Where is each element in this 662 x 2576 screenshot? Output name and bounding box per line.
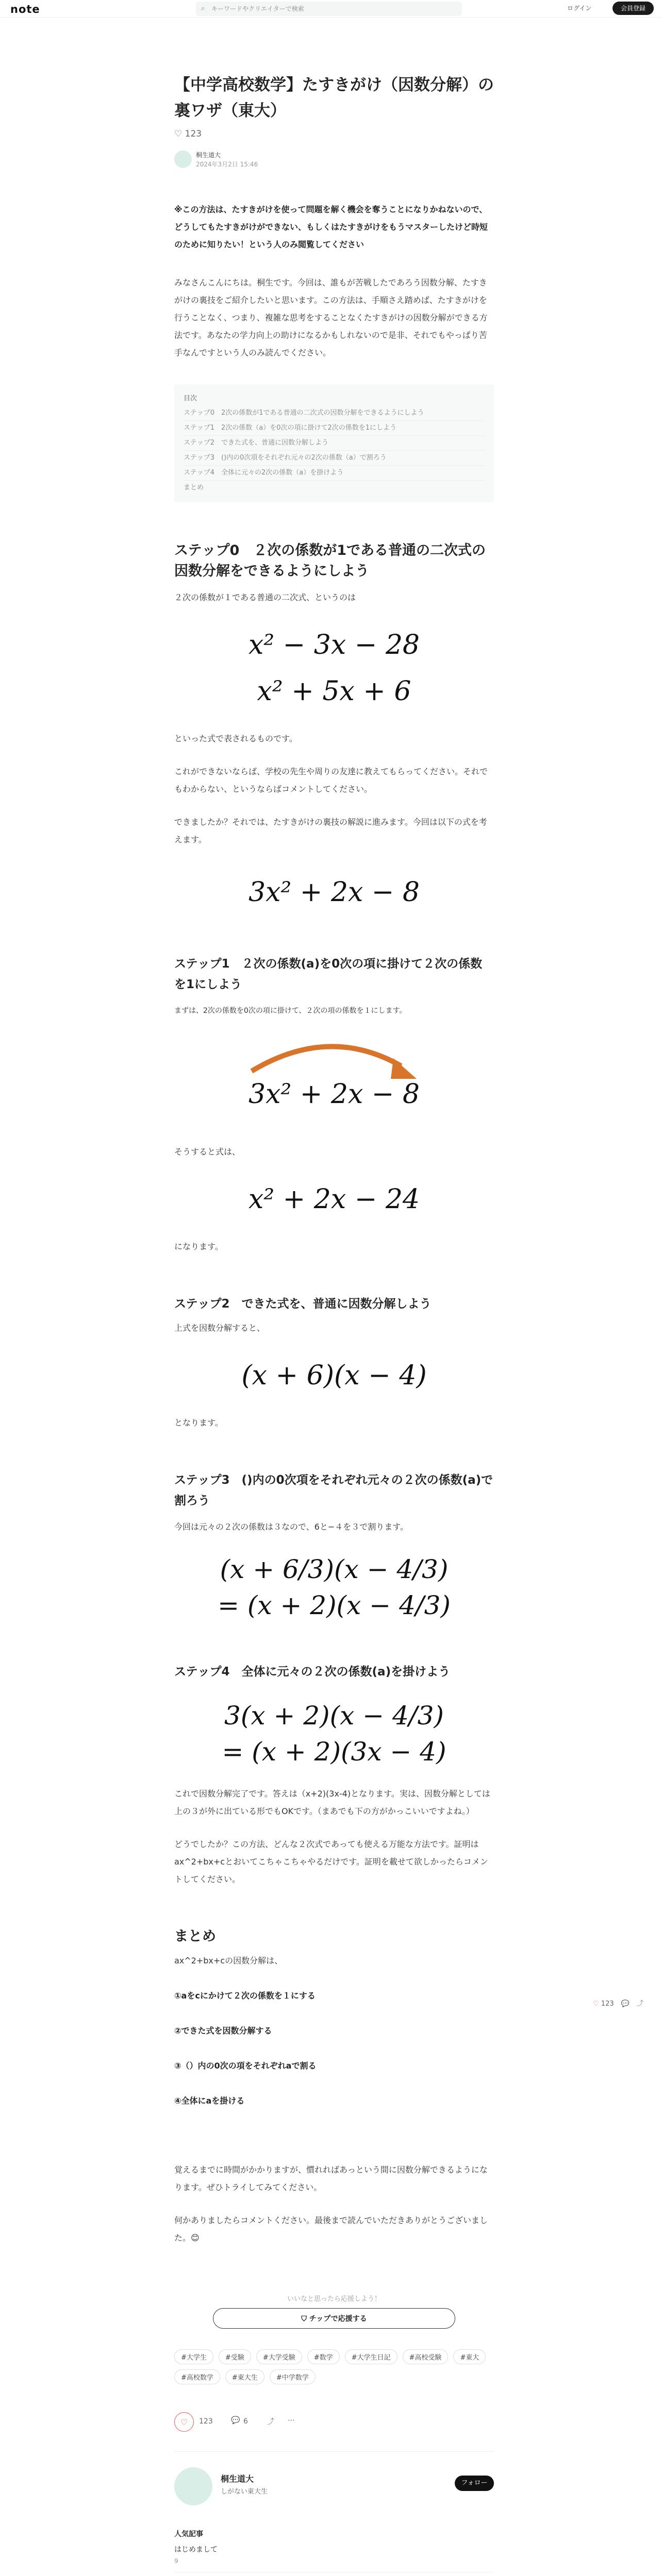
post-date: 2024年3月2日 15:46 <box>196 161 258 168</box>
tip-button[interactable] <box>213 2308 455 2329</box>
support-label: いいなと思ったら応援しよう！ <box>287 2295 381 2303</box>
creator-name[interactable]: 桐生道大 <box>221 2474 254 2484</box>
formula: = (x + 2)(3x − 4) <box>222 1737 446 1767</box>
item-title: はじめまして <box>174 2546 218 2554</box>
arrow-diagram <box>174 1030 494 1123</box>
paragraph: まずは、2次の係数を0次の項に掛けて、２次の項の係数を１にします。 <box>174 1007 407 1015</box>
creator-description: しがない東大生 <box>221 2488 268 2496</box>
paragraph: これで因数分解完了です。答えは（x+2)(3x-4)となります。実は、因数分解としては上の３が外に出ている形でもOKです。（まあでも下の方がかっこいいですよね。） <box>174 1789 490 1816</box>
formula: 3x² + 2x − 8 <box>248 877 420 908</box>
paragraph: となります。 <box>174 1418 223 1428</box>
tag[interactable]: #受験 <box>219 2349 251 2364</box>
toc-item[interactable]: ステップ1 2次の係数（a）を0次の項に掛けて2次の係数を1にしよう <box>184 421 485 436</box>
formula: x² + 2x − 24 <box>248 1184 420 1215</box>
support-box <box>174 2293 494 2329</box>
tag[interactable]: #中学数学 <box>270 2369 316 2384</box>
tag[interactable]: #東大 <box>453 2349 486 2364</box>
summary-step: ②できた式を因数分解する <box>174 2026 272 2036</box>
avatar[interactable] <box>174 150 192 168</box>
paragraph: 今回は元々の２次の係数は３なので、6と−４を３で割ります。 <box>174 1522 408 1532</box>
tag-list <box>174 2349 494 2384</box>
heading-step0: ステップ0 ２次の係数が1である普通の二次式の因数分解をできるようにしよう <box>174 543 486 579</box>
floating-actions <box>593 1998 655 2010</box>
section-label: 人気記事 <box>174 2530 203 2538</box>
comment-icon[interactable]: 💬 <box>231 2416 240 2425</box>
article <box>174 72 494 2576</box>
formula: x² + 5x + 6 <box>257 676 411 707</box>
tag[interactable]: #大学受験 <box>256 2349 302 2364</box>
tag[interactable]: #数学 <box>307 2349 340 2364</box>
heart-icon: ♡ <box>180 2417 188 2427</box>
item-likes: 9 <box>174 2557 178 2565</box>
summary-step: ①aをcにかけて２次の係数を１にする <box>174 1991 316 2001</box>
heading-step4: ステップ4 全体に元々の２次の係数(a)を掛けよう <box>174 1665 451 1679</box>
list-item[interactable] <box>174 2572 494 2576</box>
paragraph: どうでしたか？この方法、どんな２次式であっても使える万能な方法です。証明はax^2+bx+cとおいてこちゃこちゃやるだけです。証明を載せて欲しかったらコメントしてください。 <box>174 1839 488 1884</box>
author-name[interactable]: 桐生道大 <box>196 151 221 159</box>
more-icon[interactable]: ⋯ <box>288 2416 295 2425</box>
share-icon[interactable]: ⤴ <box>267 2418 274 2426</box>
formula: (x + 6)(x − 4) <box>241 1360 427 1391</box>
toc-item[interactable]: ステップ4 全体に元々の2次の係数（a）を掛けよう <box>184 466 485 481</box>
heading-step1: ステップ1 ２次の係数(a)を0次の項に掛けて２次の係数を1にしよう <box>174 957 483 991</box>
search-input[interactable] <box>196 2 462 16</box>
action-bar <box>174 2410 494 2436</box>
paragraph: ax^2+bx+cの因数分解は、 <box>174 1956 283 1965</box>
toc-item[interactable]: ステップ0 2次の係数が1である普通の二次式の因数分解をできるようにしよう <box>184 406 485 421</box>
heading-step2: ステップ2 できた式を、普通に因数分解しよう <box>174 1297 432 1311</box>
popular-articles <box>174 2529 494 2576</box>
toc-item[interactable]: ステップ2 できた式を、普通に因数分解しよう <box>184 436 485 451</box>
formula: = (x + 2)(x − 4/3) <box>218 1590 451 1620</box>
formula: (x + 6/3)(x − 4/3) <box>220 1554 449 1584</box>
summary-step: ④全体にaを掛ける <box>174 2096 245 2106</box>
paragraph: といった式で表されるものです。 <box>174 734 297 743</box>
tag[interactable]: #高校受験 <box>403 2349 449 2364</box>
toc-title: 目次 <box>184 395 197 402</box>
paragraph: そうすると式は、 <box>174 1147 241 1157</box>
table-of-contents <box>174 384 494 502</box>
article-title: 【中学高校数学】たすきがけ（因数分解）の裏ワザ（東大） <box>174 76 494 120</box>
tag[interactable]: #東大生 <box>225 2369 264 2384</box>
like-count: 123 <box>601 2000 614 2008</box>
comment-count: 6 <box>243 2417 248 2426</box>
tag[interactable]: #大学生日記 <box>345 2349 398 2364</box>
search-icon: ⌕ <box>201 5 205 12</box>
paragraph: これができないならば、学校の先生や周りの友達に教えてもらってください。それでもわからない、というならばコメントしてください。 <box>174 767 488 794</box>
tag[interactable]: #高校数学 <box>174 2369 220 2384</box>
heading-summary: まとめ <box>174 1928 216 1944</box>
heading-step3: ステップ3 ()内の0次項をそれぞれ元々の２次の係数(a)で割ろう <box>174 1473 493 1507</box>
note-logo[interactable]: note <box>10 3 40 15</box>
summary-section <box>174 1926 494 2247</box>
site-header <box>0 0 662 18</box>
comment-icon[interactable]: 💬 <box>621 2000 630 2008</box>
paragraph: できましたか？それでは、たすきがけの裏技の解説に進みます。今回は以下の式を考えます。 <box>174 817 487 844</box>
list-item[interactable] <box>174 2539 494 2572</box>
heart-icon[interactable]: ♡ <box>593 2000 599 2008</box>
paragraph: ２次の係数が１である普通の二次式、というのは <box>174 592 356 602</box>
summary-step: ③（）内の0次の項をそれぞれaで割る <box>174 2061 317 2071</box>
paragraph: 覚えるまでに時間がかかりますが、慣れればあっという間に因数分解できるようになります。ぜひトライしてみてください。 <box>174 2165 488 2192</box>
likes-row: ♡ 123 <box>174 129 202 139</box>
like-button[interactable] <box>174 2412 194 2432</box>
likes-count: 123 <box>185 129 202 139</box>
tip-button-label: チップで応援する <box>309 2315 367 2323</box>
avatar[interactable] <box>174 2467 212 2505</box>
formula: x² − 3x − 28 <box>248 630 420 660</box>
intro-text: みなさんこんにちは。桐生です。今回は、誰もが苦戦したであろう因数分解、たすきがけの裏技をご紹介したいと思います。この方法は、手順さえ踏めば、たすきがけを行うことなく、つまり、複雑な思考をすることなくたすきがけの因数分解ができる方法です。あなたの学力向上の助けになるかもしれないので是非、それでもやっぱり苦手なんですという人のみ読んでください。 <box>174 278 488 358</box>
paragraph: 上式を因数分解すると、 <box>174 1323 266 1333</box>
search-placeholder: キーワードやクリエイターで検索 <box>211 5 304 12</box>
lead-text: ※この方法は、たすきがけを使って問題を解く機会を奪うことになりかねないので、どうしてもたすきがけができない、もしくはたすきがけをもうマスターしたけど時短のために知りたい！という人のみ閲覧してください <box>174 205 488 249</box>
like-count: 123 <box>199 2417 213 2426</box>
toc-item[interactable]: まとめ <box>184 484 204 492</box>
share-icon[interactable]: ⤴ <box>637 2000 644 2008</box>
paragraph: になります。 <box>174 1242 223 1251</box>
toc-item[interactable]: ステップ3 ()内の0次項をそれぞれ元々の2次の係数（a）で割ろう <box>184 451 485 466</box>
creator-card <box>174 2451 494 2508</box>
tip-icon: ⛉ <box>301 2315 309 2323</box>
paragraph: 何かありましたらコメントください。最後まで読んでいただきありがとうございました。😊 <box>174 2215 488 2243</box>
formula: 3x² + 2x − 8 <box>248 1079 420 1110</box>
login-link[interactable]: ログイン <box>567 5 592 12</box>
signup-button[interactable]: 会員登録 <box>613 2 654 15</box>
follow-button[interactable]: フォロー <box>455 2476 494 2491</box>
tag[interactable]: #大学生 <box>174 2349 213 2364</box>
formula: 3(x + 2)(x − 4/3) <box>224 1701 444 1731</box>
author-block[interactable] <box>174 150 494 171</box>
